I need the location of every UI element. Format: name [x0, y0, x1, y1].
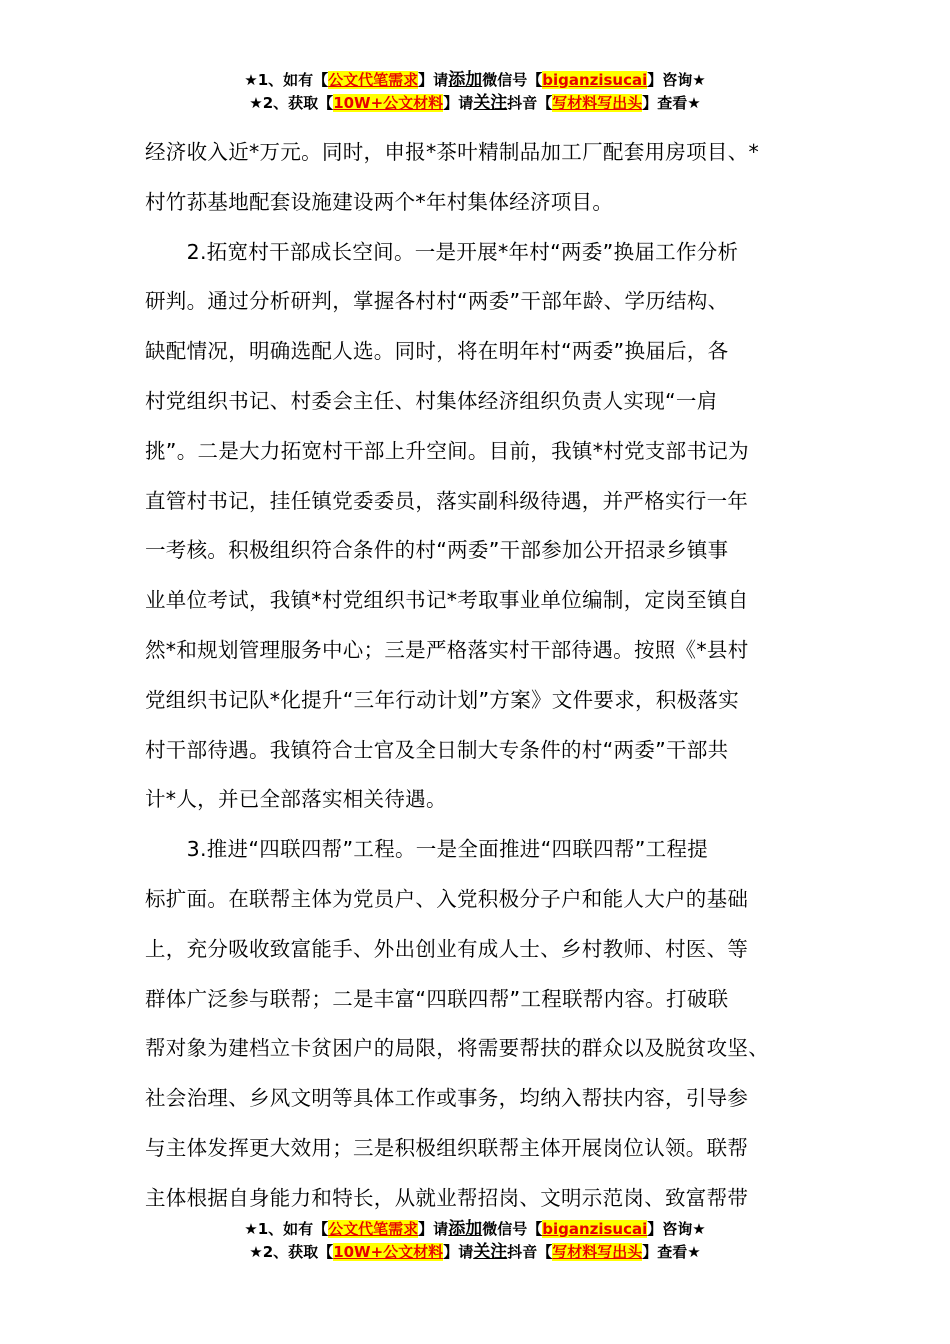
highlight: 公文代笔需求	[328, 1220, 419, 1238]
text-line: 挑”。二是大力拓宽村干部上升空间。目前，我镇*村党支部书记为	[145, 438, 749, 463]
underlined: 关注	[473, 93, 508, 113]
text: 】咨询★	[647, 1220, 706, 1238]
text-line: 社会治理、乡风文明等具体工作或事务，均纳入帮扶内容，引导参	[145, 1086, 749, 1111]
text: 】查看★	[642, 94, 701, 112]
highlight: 写材料写出头	[552, 94, 643, 112]
text-line: 与主体发挥更大效用；三是积极组织联帮主体开展岗位认领。联帮	[145, 1135, 749, 1160]
text-line: 计*人，并已全部落实相关待遇。	[145, 787, 447, 812]
underlined: 关注	[473, 1242, 508, 1262]
promo-line-2	[0, 92, 950, 115]
text-line: 村干部待遇。我镇符合士官及全日制大专条件的村“两委”干部共	[145, 737, 729, 762]
text-line: 村党组织书记、村委会主任、村集体经济组织负责人实现“一肩	[145, 388, 718, 413]
text-line: 经济收入近*万元。同时，申报*茶叶精制品加工厂配套用房项目、*	[145, 140, 760, 164]
text-line: 缺配情况，明确选配人选。同时，将在明年村“两委”换届后，各	[145, 339, 729, 364]
text: ★1、如有【	[244, 1220, 329, 1238]
underlined: 添加	[448, 1219, 483, 1239]
text: 】咨询★	[647, 71, 706, 89]
promo-line-1	[0, 1218, 950, 1241]
text: ★2、获取【	[249, 94, 334, 112]
highlight: 写材料写出头	[552, 1243, 643, 1261]
highlight: 10W+公文材料	[333, 1243, 444, 1261]
text: 】请	[443, 94, 474, 112]
text: 】请	[418, 71, 449, 89]
highlight: biganzisucai	[542, 71, 648, 89]
text-line: 2.拓宽村干部成长空间。一是开展*年村“两委”换届工作分析	[145, 239, 739, 264]
text: ★1、如有【	[244, 71, 329, 89]
text-line: 一考核。积极组织符合条件的村“两委”干部参加公开招录乡镇事	[145, 538, 729, 563]
highlight: biganzisucai	[542, 1220, 648, 1238]
text-line: 标扩面。在联帮主体为党员户、入党积极分子户和能人大户的基础	[145, 886, 749, 911]
text-line: 直管村书记，挂任镇党委委员，落实副科级待遇，并严格实行一年	[145, 488, 749, 513]
text: 】请	[418, 1220, 449, 1238]
text: ★2、获取【	[249, 1243, 334, 1261]
text-line: 帮对象为建档立卡贫困户的局限，将需要帮扶的群众以及脱贫攻坚、	[145, 1036, 769, 1061]
text-line: 群体广泛参与联帮；二是丰富“四联四帮”工程联帮内容。打破联	[145, 986, 729, 1011]
underlined: 添加	[448, 70, 483, 90]
text-line: 上，充分吸收致富能手、外出创业有成人士、乡村教师、村医、等	[145, 936, 749, 961]
text-line: 3.推进“四联四帮”工程。一是全面推进“四联四帮”工程提	[145, 837, 709, 862]
highlight: 公文代笔需求	[328, 71, 419, 89]
text-line: 然*和规划管理服务中心；三是严格落实村干部待遇。按照《*县村	[145, 637, 749, 662]
text: 微信号【	[482, 1220, 543, 1238]
text: 抖音【	[507, 94, 553, 112]
text-line: 党组织书记队*化提升“三年行动计划”方案》文件要求，积极落实	[145, 687, 739, 712]
text: 抖音【	[507, 1243, 553, 1261]
promo-banner-bottom	[0, 1218, 950, 1264]
body-text	[145, 128, 815, 1224]
promo-line-1	[0, 69, 950, 92]
text: 微信号【	[482, 71, 543, 89]
highlight: 10W+公文材料	[333, 94, 444, 112]
text: 】查看★	[642, 1243, 701, 1261]
promo-line-2	[0, 1241, 950, 1264]
promo-banner-top	[0, 69, 950, 115]
text: 】请	[443, 1243, 474, 1261]
text-line: 研判。通过分析研判，掌握各村村“两委”干部年龄、学历结构、	[145, 289, 729, 314]
text-line: 业单位考试，我镇*村党组织书记*考取事业单位编制，定岗至镇自	[145, 588, 749, 613]
text-line: 主体根据自身能力和特长，从就业帮招岗、文明示范岗、致富帮带	[145, 1185, 749, 1210]
text-line: 村竹荪基地配套设施建设两个*年村集体经济项目。	[145, 189, 614, 214]
